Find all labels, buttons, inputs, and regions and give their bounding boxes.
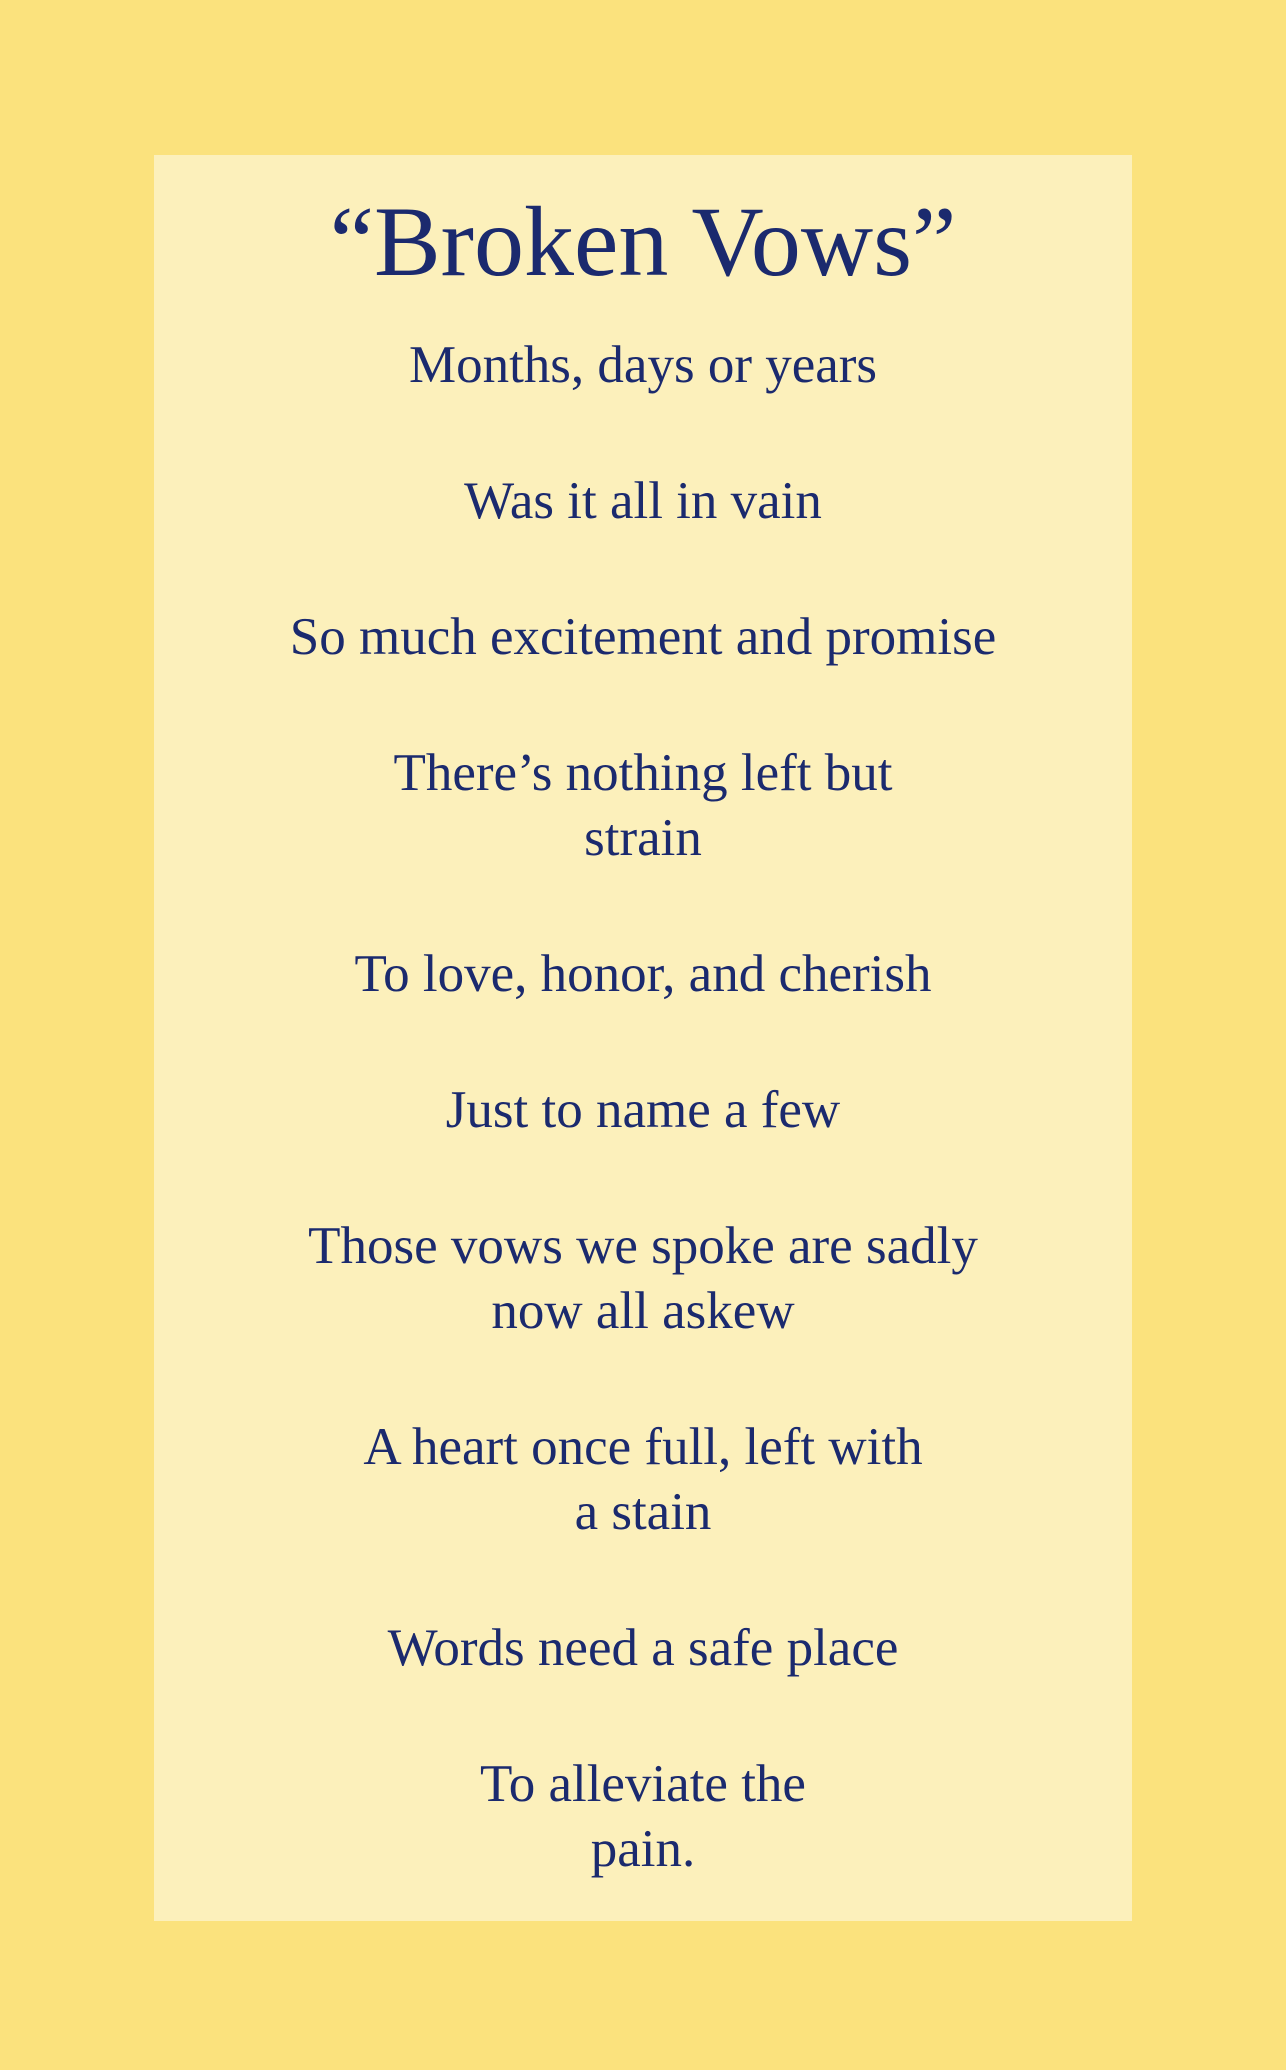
poem-line: There’s nothing left but (393, 744, 893, 802)
poem-stanza (154, 741, 1132, 871)
poem-line: Months, days or years (408, 336, 878, 394)
poem-line: pain. (590, 1820, 696, 1878)
poem-line: strain (584, 809, 702, 867)
poem-stanza (154, 1415, 1132, 1545)
poem-line: To alleviate the (480, 1755, 806, 1813)
poem-line: Just to name a few (445, 1081, 841, 1139)
poem-line: To love, honor, and cherish (354, 945, 932, 1003)
poem-stanza (154, 333, 1132, 398)
poem-card-panel (154, 155, 1132, 1921)
poem-line: So much excitement and promise (289, 608, 997, 666)
poem-stanza (154, 469, 1132, 534)
poem-line: now all askew (491, 1282, 795, 1340)
poem-line: Words need a safe place (387, 1619, 899, 1677)
poem-line: a stain (574, 1483, 712, 1541)
poem-line: Was it all in vain (464, 472, 822, 530)
poem-title: “Broken Vows” (329, 186, 957, 297)
poem-stanza (154, 1752, 1132, 1882)
poem-stanza (154, 1214, 1132, 1344)
poem-line: Those vows we spoke are sadly (308, 1217, 978, 1275)
poem-stanza (154, 942, 1132, 1007)
poem-line: A heart once full, left with (363, 1418, 923, 1476)
poem-stanza (154, 605, 1132, 670)
poem-stanza (154, 1616, 1132, 1681)
poem-stanza (154, 1078, 1132, 1143)
